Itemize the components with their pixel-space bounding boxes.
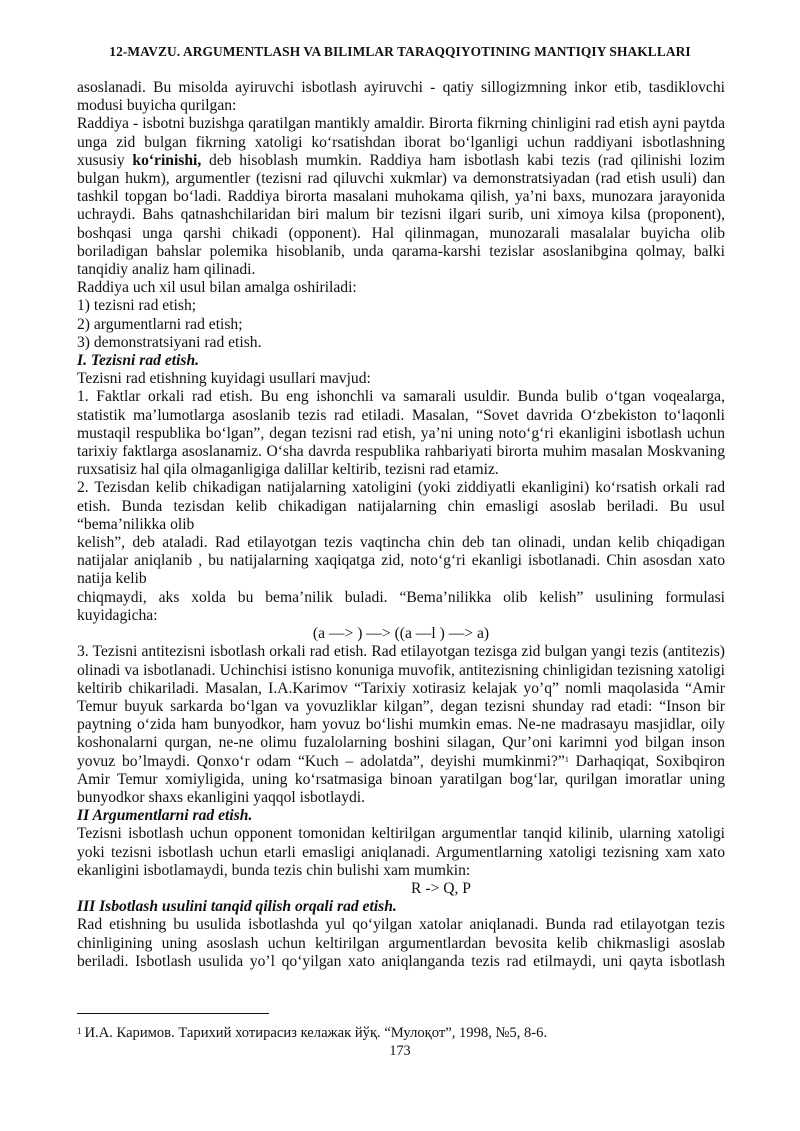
paragraph-raddiya-definition (77, 115, 725, 279)
paragraph-consequences-method-a: 2. Tezisdan kelib chikadigan natijalarning xatoligini (yoki ziddiyatli ekanligini) ko‘rsatish orkali rad etish. Bunda tezisdan kelib chikadigan natijalarning chin emasligi asoslab beriladi. Bu usul “bema’nilikka olib (77, 479, 725, 533)
paragraph-thesis-methods: Tezisni rad etishning kuyidagi usullari mavjud: (77, 370, 371, 388)
bold-term: ko‘rinishi, (132, 151, 202, 169)
paragraph-antithesis-text-a: 3. Tezisni antitezisni isbotlash orkali rad etish. Rad etilayotgan tezisga zid bulgan yangi tezis (antitezis) olinadi va isbotlanadi. Uchinchisi istisno konuniga muvofik, antitezisning chinligidan tezisning xatoligi keltirib chikariladi. Masalan, I.A.Karimov “Tarixiy xotirasiz kelajak yo’q” nomli maqolasida “Amir Temur buyuk sarkarda bo‘lgan va yovuzliklar kilgan”, degan tezisni shunday rad etadi: “Inson bir paytning o‘zida ham bunyodkor, ham yovuz bo‘lishi mumkin emas. Ne-ne madrasayu masjidlar, oily koshonalarni qurgan, ne-ne olimu fuzalolarning boshini silagan, Qur’oni karimni yod bilgan inson yovuz bo’lmaydi. Qonxo‘r odam “Kuch – adolatda”, deyishi mumkinmi?” (77, 643, 725, 770)
paragraph-arguments-refutation: Tezisni isbotlash uchun opponent tomonidan keltirilgan argumentlar tanqid kilinib, ularning xatoligi yoki tezisni isbotlash uchun etarli emasligi aniqlanadi. Argumentlarning xatoligi tezisning xam xato ekanligini isbotlamaydi, bunda tezis chin bulishi xam mumkin: (77, 825, 725, 879)
paragraph-consequences-method-c: chiqmaydi, aks xolda bu bema’nilik buladi. “Bema’nilikka olib kelish” usulining formulasi kuyidagicha: (77, 588, 725, 624)
footnote-mark: 1 (77, 1026, 82, 1036)
paragraph-methods-intro: Raddiya uch xil usul bilan amalga oshiriladi: (77, 279, 357, 297)
page-number: 173 (389, 1043, 411, 1059)
body-text (77, 79, 725, 971)
footnote-divider (77, 1013, 269, 1014)
formula-arguments: R -> Q, P (411, 879, 471, 897)
section-heading: I. Tezisni rad etish. (77, 352, 200, 370)
paragraph-raddiya-text-a: Raddiya - isbotni buzishga qaratilgan mantikly amaldir. Birorta fikrning chinligini rad etish ayni paytda unga zid bulgan fikrning xatoligi ko‘rsatishdan iborat bo‘lganligi uchun raddiyani isbotlashning xususiy (77, 115, 725, 169)
paragraph-facts-method: 1. Faktlar orkali rad etish. Bu eng ishonchli va samarali usuldir. Bunda bulib o‘tgan voqealarga, statistik ma’lumotlarga asoslanib tezis rad etiladi. Masalan, “Sovet davrida O‘zbekiston to‘laqonli mustaqil respublika bo‘lgan”, degan tezisni rad etish, ya’ni uning noto‘g‘ri ekanligini isbotlash uchun tarixiy faktlarga asoslanamiz. O‘sha davrda respublika rahbariyati birorta muhim masalan Moskvaning ruxsatisiz hal qila olmaganligiga dalillar keltirib, tezisni rad etamiz. (77, 388, 725, 479)
paragraph-antithesis-text-b: Darhaqiqat, Soxibqiron Amir Temur xomiyligida, uning ko‘rsatmasiga binoan yaratilgan bog‘lar, qurilgan imoratlar uning bunyodkor shaxs ekanligini yaqqol isbotlaydi. (77, 752, 726, 806)
formula-absurdity: (a —> ) —> ((a —l ) —> a) (312, 625, 490, 643)
paragraph-consequences-method-b: kelish”, deb ataladi. Rad etilayotgan tezis vaqtincha chin deb tan olinadi, undan kelib chiqadigan natijalar aniqlanib , bu natijalarning xaqiqatga zid, noto‘g‘ri ekanligi isbotlanadi. Chin asosdan xato natija kelib (77, 534, 725, 588)
section-heading: II Argumentlarni rad etish. (77, 807, 253, 825)
list-item: 2) argumentlarni rad etish; (77, 315, 243, 333)
footnote-reference[interactable]: 1 (564, 754, 569, 764)
running-header: 12-MAVZU. ARGUMENTLASH VA BILIMLAR TARAQQIYOTINING MANTIQIY SHAKLLARI (109, 44, 691, 59)
section-heading: III Isbotlash usulini tanqid qilish orqali rad etish. (77, 898, 397, 916)
footnote-text: И.А. Каримов. Тарихий хотирасиз келажак йўқ. “Мулоқот”, 1998, №5, 8-6. (84, 1025, 548, 1041)
paragraph-intro: asoslanadi. Bu misolda ayiruvchi isbotlash ayiruvchi - qatiy sillogizmning inkor etib, tasdiklovchi modusi buyicha qurilgan: (77, 79, 725, 115)
paragraph-raddiya-text-b: deb hisoblash mumkin. Raddiya ham isbotlash kabi tezis (rad qilinishi lozim bulgan hukm), argumentler (tezisni rad qiluvchi xukmlar) va demonstratsiyadan (rad etish usuli) dan tashkil topgan bo‘ladi. Raddiya birorta masalani muhokama qilish, ya’ni baxs, munozara jarayonida uchraydi. Bahs qatnashchilaridan biri malum bir tezisni ilgari surib, uni ximoya kilsa (proponent), boshqasi unga qarshi chikadi (opponent). Hal qilinmagan, munozarali masalalar buyicha olib boriladigan bahslar polemika hisoblanib, unda qarama-karshi tezislar asoslanibgina qolmay, balki tanqidiy analiz ham qilinadi. (77, 151, 726, 279)
list-item: 3) demonstratsiyani rad etish. (77, 333, 262, 351)
list-item: 1) tezisni rad etish; (77, 297, 197, 315)
footnote (77, 1025, 547, 1042)
paragraph-method-critique: Rad etishning bu usulida isbotlashda yul qo‘yilgan xatolar aniqlanadi. Bunda rad etilayotgan tezis chinligining uning asoslash uchun keltirilgan argumentlardan bevosita kelib chikmasligi asoslab beriladi. Isbotlash usulida yo’l qo‘yilgan xato aniqlanganda tezis rad etilmaydi, uni qayta isbotlash (77, 916, 725, 970)
paragraph-antithesis-method (77, 643, 725, 807)
